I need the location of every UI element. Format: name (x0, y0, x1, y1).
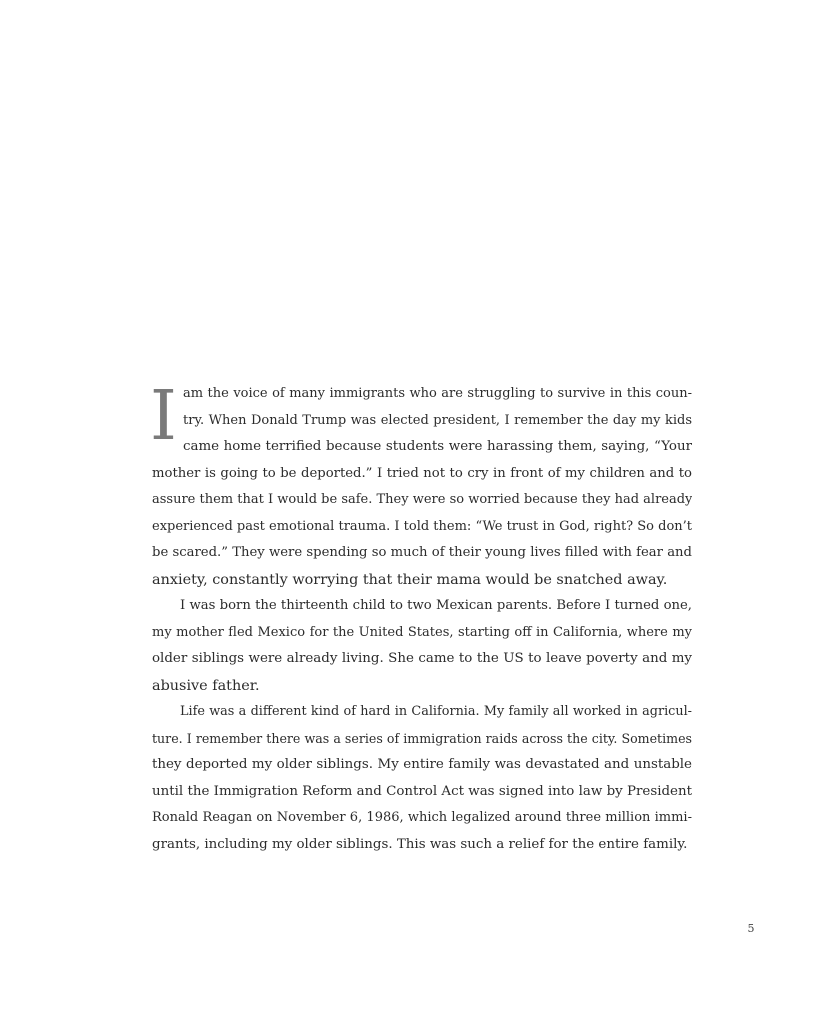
paragraph-line: am the voice of many immigrants who are struggling to survive in this coun- (183, 386, 692, 401)
paragraph-line: assure them that I would be safe. They were so worried because they had already (152, 492, 692, 507)
paragraph-2 (152, 593, 692, 699)
paragraph-line: mother is going to be deported.” I tried not to cry in front of my children and to (152, 465, 692, 481)
paragraph-line: anxiety, constantly worrying that their mama would be snatched away. (152, 571, 668, 588)
paragraph-line: try. When Donald Trump was elected president, I remember the day my kids (183, 412, 692, 428)
body-text (150, 377, 692, 858)
paragraph-line: they deported my older siblings. My entire family was devastated and unstable (152, 757, 692, 772)
paragraph-line: experienced past emotional trauma. I told them: “We trust in God, right? So don’t (152, 518, 692, 534)
paragraph-1 (150, 377, 692, 593)
paragraph-line: my mother fled Mexico for the United States, starting off in California, where my (152, 624, 692, 640)
drop-cap: I (150, 377, 177, 456)
paragraph-line: be scared.” They were spending so much of their young lives filled with fear and (152, 545, 692, 560)
paragraph-line: older siblings were already living. She came to the US to leave poverty and my (152, 651, 692, 666)
paragraph-line: came home terrified because students were harassing them, saying, “Your (183, 439, 692, 454)
page-number: 5 (747, 922, 755, 935)
paragraph-line: until the Immigration Reform and Control Act was signed into law by President (152, 783, 692, 799)
paragraph-3 (152, 699, 692, 858)
paragraph-line: Life was a different kind of hard in California. My family all worked in agricul- (180, 704, 692, 719)
paragraph-line: I was born the thirteenth child to two Mexican parents. Before I turned one, (180, 598, 692, 613)
paragraph-line: grants, including my older siblings. This was such a relief for the entire family. (152, 836, 688, 852)
paragraph-line: Ronald Reagan on November 6, 1986, which legalized around three million immi- (152, 810, 692, 825)
paragraph-line: abusive father. (152, 677, 260, 694)
paragraph-line: ture. I remember there was a series of immigration raids across the city. Sometimes (152, 730, 692, 746)
